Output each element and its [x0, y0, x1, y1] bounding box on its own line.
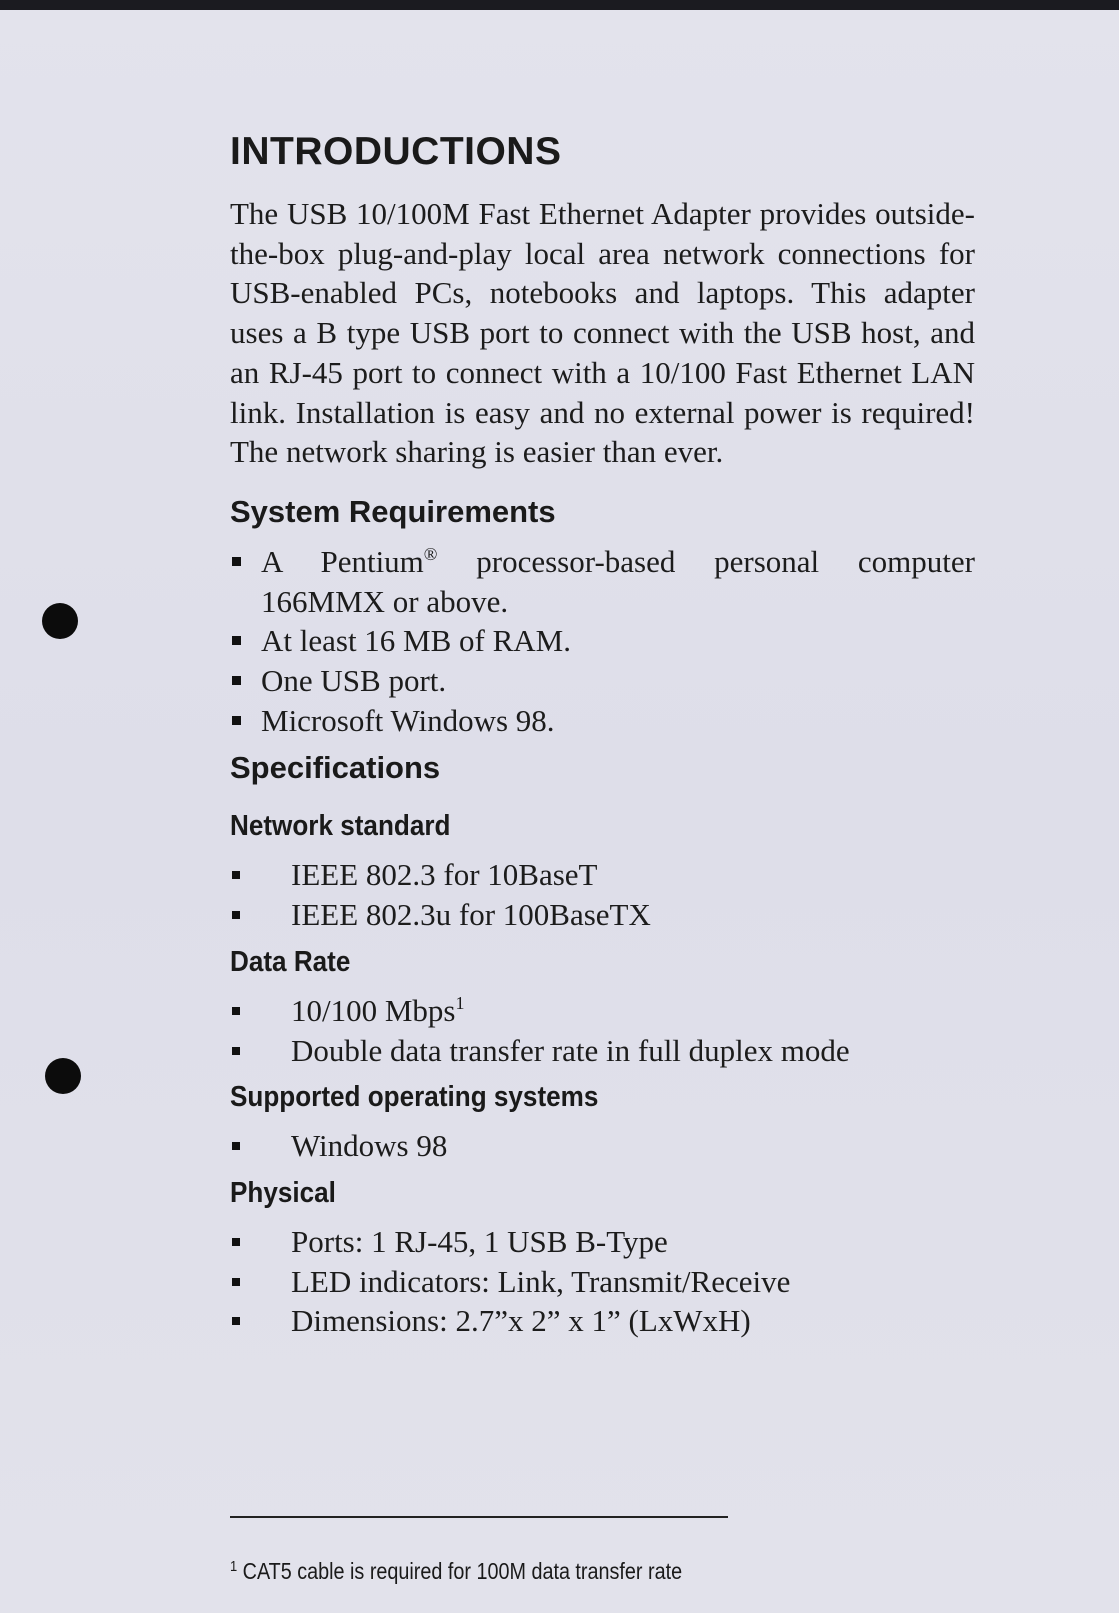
list-item: Ports: 1 RJ-45, 1 USB B-Type	[230, 1222, 975, 1262]
list-item: IEEE 802.3 for 10BaseT	[230, 855, 975, 895]
intro-paragraph: The USB 10/100M Fast Ethernet Adapter provides outside-the-box plug-and-play local area network connections for USB-enabled PCs, notebooks and laptops. This adapter uses a B type USB port to connect with the USB host, and an RJ-45 port to connect with a 10/100 Fast Ethernet LAN link. Installation is easy and no external power is required! The network sharing is easier than ever.	[230, 196, 975, 470]
bullet-icon	[232, 716, 241, 725]
page-title: INTRODUCTIONS	[230, 130, 562, 173]
list-item: A Pentium® processor-based personal computer 166MMX or above.	[230, 542, 975, 621]
physical-heading: Physical	[230, 1176, 336, 1209]
system-requirements-list	[230, 542, 975, 741]
document-body	[230, 128, 975, 1341]
list-item: One USB port.	[230, 661, 975, 701]
list-item: Double data transfer rate in full duplex mode	[230, 1031, 975, 1071]
data-rate-heading: Data Rate	[230, 945, 351, 978]
data-rate-list	[230, 991, 975, 1070]
network-standard-list	[230, 855, 975, 934]
network-standard-heading: Network standard	[230, 810, 451, 843]
bullet-icon	[232, 871, 240, 879]
bullet-icon	[232, 911, 240, 919]
list-item: 10/100 Mbps$^1$	[230, 991, 975, 1031]
footnote: $^1$ CAT5 cable is required for 100M data transfer rate	[230, 1558, 683, 1584]
bullet-icon	[232, 1317, 240, 1325]
bullet-icon	[232, 1047, 240, 1055]
bullet-icon	[232, 636, 241, 645]
system-requirements-heading: System Requirements	[230, 493, 556, 529]
list-item: Dimensions: 2.7”x 2” x 1” (LxWxH)	[230, 1301, 975, 1341]
list-item: At least 16 MB of RAM.	[230, 621, 975, 661]
supported-os-list	[230, 1126, 975, 1166]
bullet-icon	[232, 557, 241, 566]
list-item: LED indicators: Link, Transmit/Receive	[230, 1262, 975, 1302]
list-item: IEEE 802.3u for 100BaseTX	[230, 895, 975, 935]
punch-hole-bottom	[45, 1058, 81, 1094]
bullet-icon	[232, 1142, 240, 1150]
punch-hole-top	[42, 603, 78, 639]
bullet-icon	[232, 1278, 240, 1286]
bullet-icon	[232, 676, 241, 685]
list-item: Windows 98	[230, 1126, 975, 1166]
physical-list	[230, 1222, 975, 1341]
specifications-heading: Specifications	[230, 750, 441, 786]
supported-os-heading: Supported operating systems	[230, 1081, 599, 1114]
bullet-icon	[232, 1238, 240, 1246]
scan-top-edge	[0, 0, 1119, 10]
footnote-ref: 1	[455, 992, 465, 1013]
bullet-icon	[232, 1007, 240, 1015]
list-item: Microsoft Windows 98.	[230, 701, 975, 741]
footnote-divider	[230, 1516, 728, 1518]
